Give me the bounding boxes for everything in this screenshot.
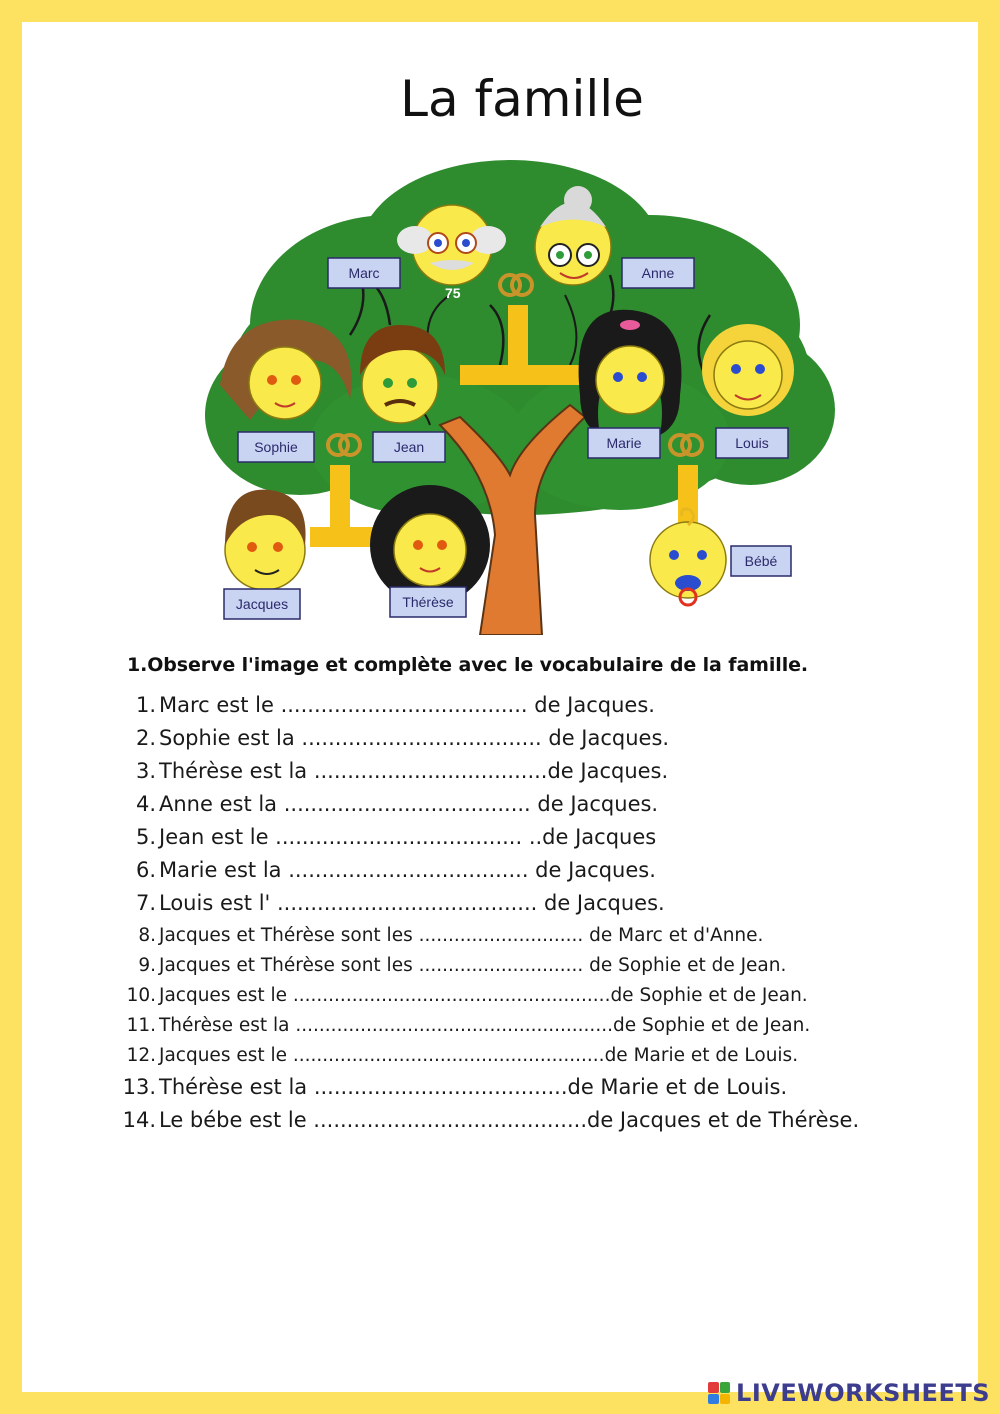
label-jacques bbox=[224, 589, 300, 619]
svg-text:Sophie: Sophie bbox=[254, 439, 298, 455]
svg-text:Marie: Marie bbox=[606, 435, 642, 451]
item-sentence: Sophie est la .................................... de Jacques. bbox=[159, 726, 670, 750]
item-number: 2. bbox=[135, 726, 156, 750]
item-sentence: Le bébe est le .........................................de Jacques et de Thérèse. bbox=[159, 1108, 860, 1132]
label-bebe bbox=[731, 546, 791, 576]
svg-text:Jean: Jean bbox=[393, 439, 425, 455]
item-sentence: Jacques et Thérèse sont les ............................ de Marc et d'Anne. bbox=[159, 925, 764, 946]
family-tree-illustration bbox=[190, 155, 840, 635]
label-louis bbox=[716, 428, 788, 458]
svg-text:Thérèse: Thérèse bbox=[402, 594, 454, 610]
exercise-item bbox=[0, 1015, 810, 1036]
item-number: 14. bbox=[122, 1108, 156, 1132]
exercise-item bbox=[0, 759, 668, 783]
liveworksheets-logo-icon bbox=[708, 1382, 730, 1404]
svg-text:Anne: Anne bbox=[641, 265, 675, 281]
exercise-item bbox=[0, 792, 658, 816]
svg-text:Marc: Marc bbox=[348, 265, 380, 281]
face-louis bbox=[702, 324, 794, 416]
age-marc: 75 bbox=[445, 285, 461, 301]
exercise-item bbox=[0, 925, 763, 946]
item-sentence: Marie est la .................................... de Jacques. bbox=[159, 858, 656, 882]
exercise-item bbox=[0, 858, 656, 882]
label-anne bbox=[622, 258, 694, 288]
item-number: 6. bbox=[135, 858, 156, 882]
item-number: 10. bbox=[126, 985, 156, 1006]
item-sentence: Thérèse est la ...................................de Jacques. bbox=[159, 759, 669, 783]
exercise-item bbox=[0, 1075, 787, 1099]
label-marie bbox=[588, 428, 660, 458]
exercise-item bbox=[0, 693, 655, 717]
item-number: 3. bbox=[135, 759, 156, 783]
logo-tile bbox=[720, 1382, 731, 1393]
item-number: 9. bbox=[138, 955, 156, 976]
exercise-item bbox=[0, 1045, 798, 1066]
item-number: 13. bbox=[122, 1075, 156, 1099]
page-title: La famille bbox=[400, 70, 644, 128]
item-sentence: Jacques est le .....................................................de Marie et de Louis. bbox=[159, 1045, 799, 1066]
exercise-item bbox=[0, 825, 656, 849]
item-sentence: Jacques est le ......................................................de Sophie et de Jean. bbox=[159, 985, 808, 1006]
face-bebe bbox=[650, 509, 726, 605]
item-sentence: Jacques et Thérèse sont les ............................ de Sophie et de Jean. bbox=[159, 955, 787, 976]
item-number: 1. bbox=[135, 693, 156, 717]
item-sentence: Jean est le ..................................... ..de Jacques bbox=[159, 825, 657, 849]
item-number: 12. bbox=[126, 1045, 156, 1066]
item-sentence: Marc est le ..................................... de Jacques. bbox=[159, 693, 655, 717]
item-number: 8. bbox=[138, 925, 156, 946]
item-sentence: Thérèse est la ......................................de Marie et de Louis. bbox=[159, 1075, 788, 1099]
item-sentence: Thérèse est la ......................................................de Sophie et de Jean. bbox=[159, 1015, 811, 1036]
instruction-text: 1.Observe l'image et complète avec le vocabulaire de la famille. bbox=[127, 654, 809, 676]
exercise-item bbox=[0, 891, 665, 915]
label-sophie bbox=[238, 432, 314, 462]
item-number: 11. bbox=[126, 1015, 156, 1036]
svg-text:Bébé: Bébé bbox=[744, 553, 778, 569]
label-marc bbox=[328, 258, 400, 288]
item-number: 4. bbox=[135, 792, 156, 816]
exercise-item bbox=[0, 1108, 859, 1132]
face-jacques bbox=[225, 490, 306, 590]
item-number: 5. bbox=[135, 825, 156, 849]
exercise-item bbox=[0, 985, 808, 1006]
logo-tile bbox=[708, 1394, 719, 1405]
exercise-item bbox=[0, 955, 786, 976]
liveworksheets-logo-text: LIVEWORKSHEETS bbox=[736, 1379, 990, 1407]
item-number: 7. bbox=[135, 891, 156, 915]
label-therese bbox=[390, 587, 466, 617]
logo-tile bbox=[720, 1394, 731, 1405]
item-sentence: Louis est l' ....................................... de Jacques. bbox=[159, 891, 665, 915]
svg-text:Jacques: Jacques bbox=[235, 596, 289, 612]
label-jean bbox=[373, 432, 445, 462]
exercise-item bbox=[0, 726, 669, 750]
item-sentence: Anne est la ..................................... de Jacques. bbox=[159, 792, 659, 816]
logo-tile bbox=[708, 1382, 719, 1393]
svg-text:Louis: Louis bbox=[735, 435, 769, 451]
liveworksheets-logo[interactable] bbox=[708, 1378, 990, 1408]
